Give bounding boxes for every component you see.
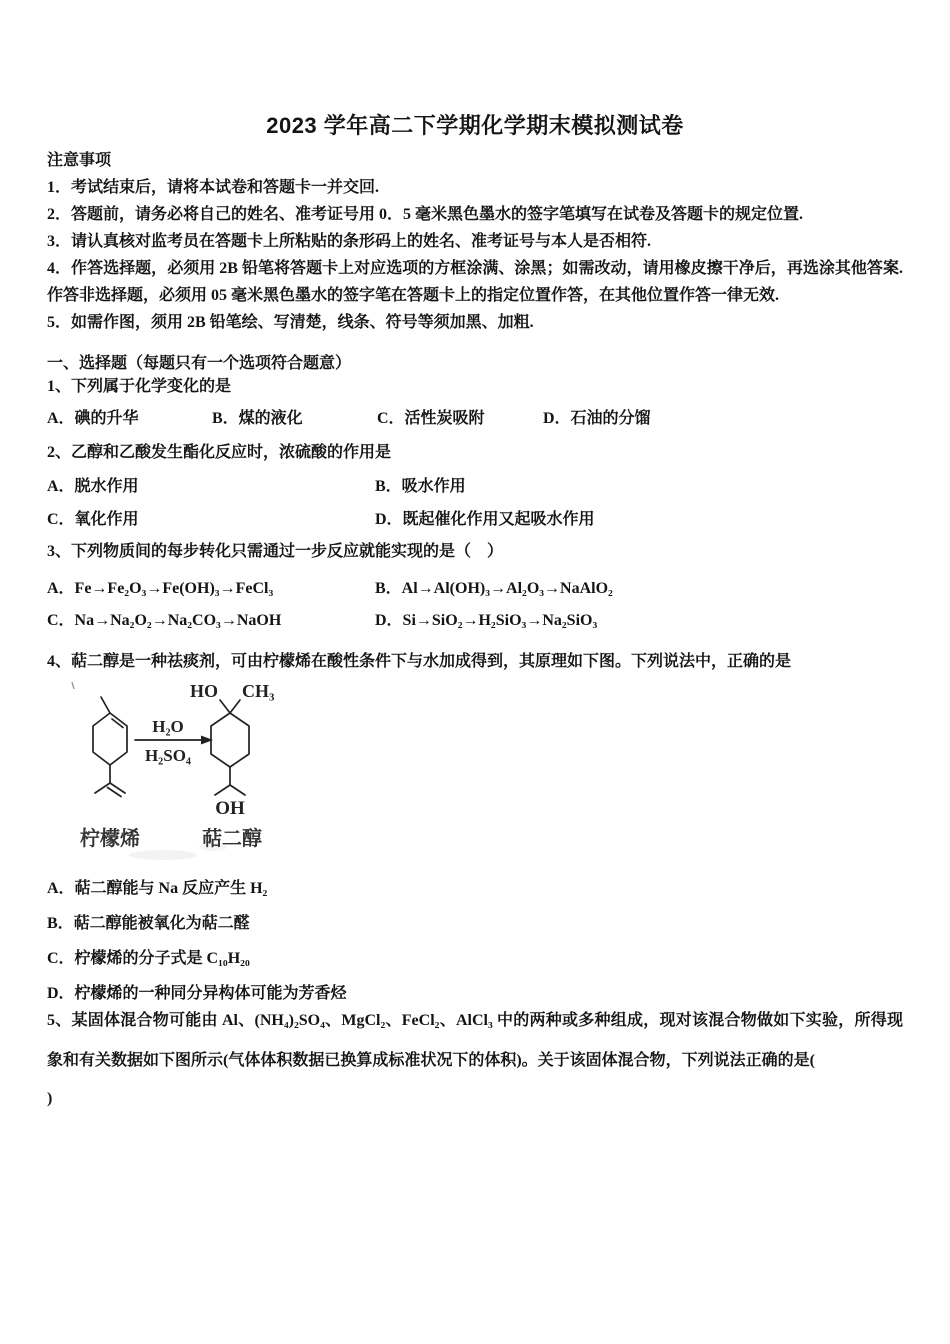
question-4-options	[47, 878, 903, 1005]
ring-double-bond	[112, 719, 123, 728]
question-1-option-c: C．活性炭吸附	[377, 410, 485, 427]
reagent-below-arrow: H₂SO₄	[144, 746, 192, 765]
question-3-option-c: C．Na→Na₂O₂→Na₂CO₃→NaOH	[47, 612, 282, 629]
notice-item-2: 2．答题前，请务必将自己的姓名、准考证号用 0．5 毫米黑色墨水的签字笔填写在试卷及答题卡的规定位置.	[47, 206, 804, 223]
question-1-stem: 1、下列属于化学变化的是	[47, 378, 232, 395]
reaction-scheme-svg	[53, 679, 353, 865]
question-4-stem: 4、萜二醇是一种祛痰剂，可由柠檬烯在酸性条件下与水加成得到，其原理如下图。下列说法中，正确的是	[47, 653, 792, 670]
question-1	[47, 376, 903, 430]
question-5	[47, 1001, 903, 1117]
question-4-option-c: C．柠檬烯的分子式是 C₁₀H₂₀	[47, 950, 250, 967]
question-4	[47, 651, 903, 1005]
question-1-option-d: D．石油的分馏	[543, 410, 651, 427]
hydroxyl-label-bottom: OH	[215, 798, 245, 819]
reagent-above-arrow: H₂O	[152, 717, 184, 736]
question-1-option-a: A．碘的升华	[47, 410, 139, 427]
question-1-options	[47, 408, 903, 430]
question-2-option-b: B．吸水作用	[375, 478, 466, 495]
question-2-stem: 2、乙醇和乙酸发生酯化反应时，浓硫酸的作用是	[47, 444, 392, 461]
question-4-option-b: B．萜二醇能被氧化为萜二醛	[47, 915, 250, 932]
notice-item-3: 3．请认真核对监考员在答题卡上所粘贴的条形码上的姓名、准考证号与本人是否相符.	[47, 233, 652, 250]
scan-artifact	[72, 682, 74, 689]
question-3-options	[47, 578, 903, 632]
methyl-bond	[101, 697, 110, 713]
reaction-arrow	[135, 717, 213, 765]
question-4-option-d: D．柠檬烯的一种同分异构体可能为芳香烃	[47, 985, 347, 1002]
hydroxyl-label-top: HO	[189, 681, 218, 701]
question-2-option-c: C．氧化作用	[47, 511, 139, 528]
question-5-stem: 5、某固体混合物可能由 Al、(NH₄)₂SO₄、MgCl₂、FeCl₂、AlCl₃ 中的两种或多种组成，现对该混合物做如下实验，所得现象和有关数据如下图所示(气体体积数据已换算成标准状况下的体积)。关于该固体混合物，下列说法正确的是(	[47, 1012, 903, 1069]
page-title: 2023 学年高二下学期化学期末模拟测试卷	[266, 113, 684, 138]
notice-item-4: 4．作答选择题，必须用 2B 铅笔将答题卡上对应选项的方框涂满、涂黑；如需改动，请用橡皮擦干净后，再选涂其他答案. 作答非选择题，必须用 05 毫米黑色墨水的签字笔在答题卡上的指定位置作答，在其他位置作答一律无效.	[47, 260, 903, 304]
scan-artifact	[129, 850, 197, 860]
question-4-option-a: A．萜二醇能与 Na 反应产生 H₂	[47, 880, 268, 897]
question-5-closing-paren: )	[47, 1090, 53, 1107]
question-2	[47, 442, 903, 531]
limonene-name-label: 柠檬烯	[80, 828, 140, 850]
notice-item-1: 1．考试结束后，请将本试卷和答题卡一并交回.	[47, 179, 380, 196]
question-2-option-d: D．既起催化作用又起吸水作用	[375, 511, 595, 528]
notice-section	[47, 147, 903, 336]
section-heading-choice: 一、选择题（每题只有一个选项符合题意）	[47, 355, 352, 372]
terpin-diol-structure	[190, 681, 275, 819]
notice-item-5: 5．如需作图，须用 2B 铅笔绘、写清楚，线条、符号等须加黑、加粗.	[47, 314, 534, 331]
question-3-option-d: D．Si→SiO₂→H₂SiO₃→Na₂SiO₃	[375, 612, 598, 629]
question-3	[47, 541, 903, 632]
limonene-structure	[93, 697, 127, 797]
methyl-label-top: CH₃	[242, 681, 275, 701]
question-3-stem: 3、下列物质间的每步转化只需通过一步反应就能实现的是（ ）	[47, 543, 504, 560]
reaction-scheme-figure	[53, 679, 353, 865]
question-1-option-b: B．煤的液化	[212, 410, 303, 427]
notice-heading: 注意事项	[47, 152, 112, 169]
question-2-options	[47, 476, 903, 531]
terpin-diol-name-label: 萜二醇	[202, 828, 262, 850]
question-3-option-b: B．Al→Al(OH)₃→Al₂O₃→NaAlO₂	[375, 580, 613, 597]
question-3-option-a: A．Fe→Fe₂O₃→Fe(OH)₃→FeCl₃	[47, 580, 274, 597]
question-2-option-a: A．脱水作用	[47, 478, 139, 495]
